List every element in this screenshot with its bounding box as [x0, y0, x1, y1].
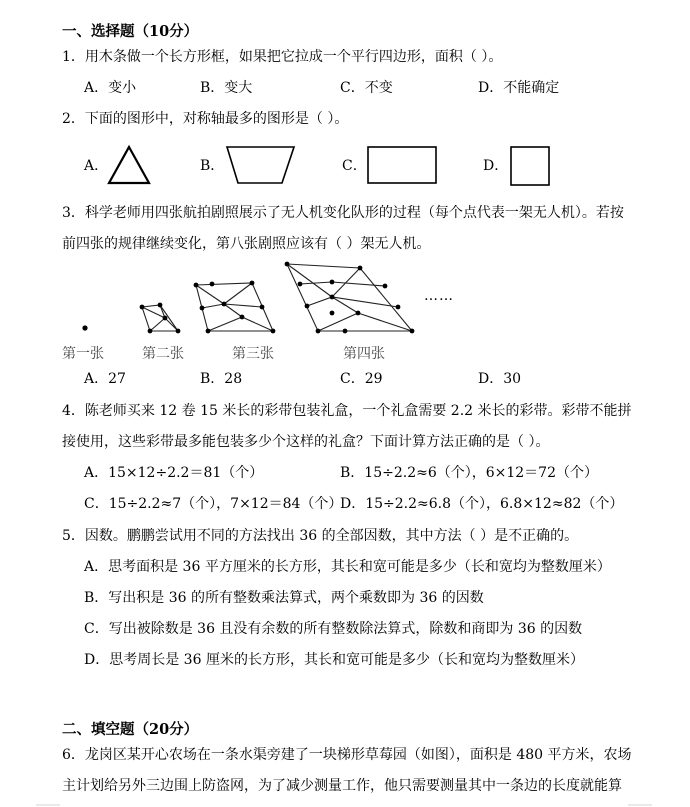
q3-option-b: B．28: [200, 371, 243, 387]
question-2-stem: 2．下面的图形中，对称轴最多的图形是（ ）。: [62, 111, 349, 127]
q4-option-b: B．15÷2.2≈6（个），6×12＝72（个）: [340, 465, 599, 481]
q5-option-c: C．写出被除数是 36 且没有余数的所有整数除法算式，除数和商即为 36 的因数: [84, 621, 583, 637]
q2-option-b: B．: [200, 158, 225, 174]
q3-option-c: C．29: [340, 371, 383, 387]
q2-option-a: A．: [84, 158, 109, 174]
question-4-line1: 4．陈老师买来 12 卷 15 米长的彩带包装礼盒，一个礼盒需要 2.2 米长的彩带。彩带不能拼: [62, 403, 632, 419]
question-1-stem: 1．用木条做一个长方形框，如果把它拉成一个平行四边形，面积（ ）。: [62, 49, 503, 65]
rectangle-figure: [368, 147, 436, 183]
q1-option-c: C．不变: [340, 80, 393, 96]
drone-caption-4: 第四张: [343, 346, 385, 362]
question-3-line1: 3．科学老师用四张航拍剧照展示了无人机变化队形的过程（每个点代表一架无人机）。若按: [62, 205, 624, 221]
q2-option-d: D．: [483, 158, 509, 174]
q1-option-b: B．变大: [200, 80, 253, 96]
question-3-line2: 前四张的规律继续变化，第八张剧照应该有（ ）架无人机。: [62, 236, 431, 252]
drone-photo-4: [285, 262, 415, 334]
question-6-line2: 主计划给另外三边围上防盗网，为了减少测量工作，他只需要测量其中一条边的长度就能算: [62, 778, 622, 794]
drone-ellipsis: ……: [424, 288, 454, 304]
drone-photo-2: [140, 303, 181, 334]
triangle-figure: [109, 147, 149, 183]
q4-option-d: D．15÷2.2≈6.8（个），6.8×12≈82（个）: [340, 496, 624, 512]
trapezoid-figure: [227, 147, 294, 183]
q5-option-b: B．写出积是 36 的所有整数乘法算式，两个乘数即为 36 的因数: [84, 590, 484, 606]
question-4-line2: 接使用，这些彩带最多能包装多少个这样的礼盒？下面计算方法正确的是（ ）。: [62, 434, 550, 450]
drone-photo-3: [194, 281, 276, 334]
section-title-choice: 一、选择题（10分）: [62, 23, 199, 40]
drone-photo-1: [82, 325, 87, 330]
drone-caption-1: 第一张: [62, 346, 104, 362]
q5-option-a: A．思考面积是 36 平方厘米的长方形，其长和宽可能是多少（长和宽均为整数厘米）: [84, 559, 611, 575]
question-6-line1: 6．龙岗区某开心农场在一条水渠旁建了一块梯形草莓园（如图），面积是 480 平方米，农场: [62, 747, 632, 763]
square-figure: [511, 147, 549, 185]
question-5-stem: 5．因数。鹏鹏尝试用不同的方法找出 36 的全部因数，其中方法（ ）是不正确的。: [62, 528, 579, 544]
q2-option-c: C．: [342, 158, 367, 174]
q1-option-a: A．变小: [84, 80, 137, 96]
drone-caption-2: 第二张: [142, 346, 184, 362]
q4-option-c: C．15÷2.2≈7（个），7×12＝84（个）: [84, 496, 343, 512]
q4-option-a: A．15×12÷2.2＝81（个）: [84, 465, 264, 481]
q5-option-d: D．思考周长是 36 厘米的长方形，其长和宽可能是多少（长和宽均为整数厘米）: [84, 652, 584, 668]
q3-option-a: A．27: [84, 371, 126, 387]
q3-option-d: D．30: [478, 371, 522, 387]
section-title-fill: 二、填空题（20分）: [62, 721, 199, 738]
q1-option-d: D．不能确定: [478, 80, 560, 96]
drone-caption-3: 第三张: [232, 346, 274, 362]
